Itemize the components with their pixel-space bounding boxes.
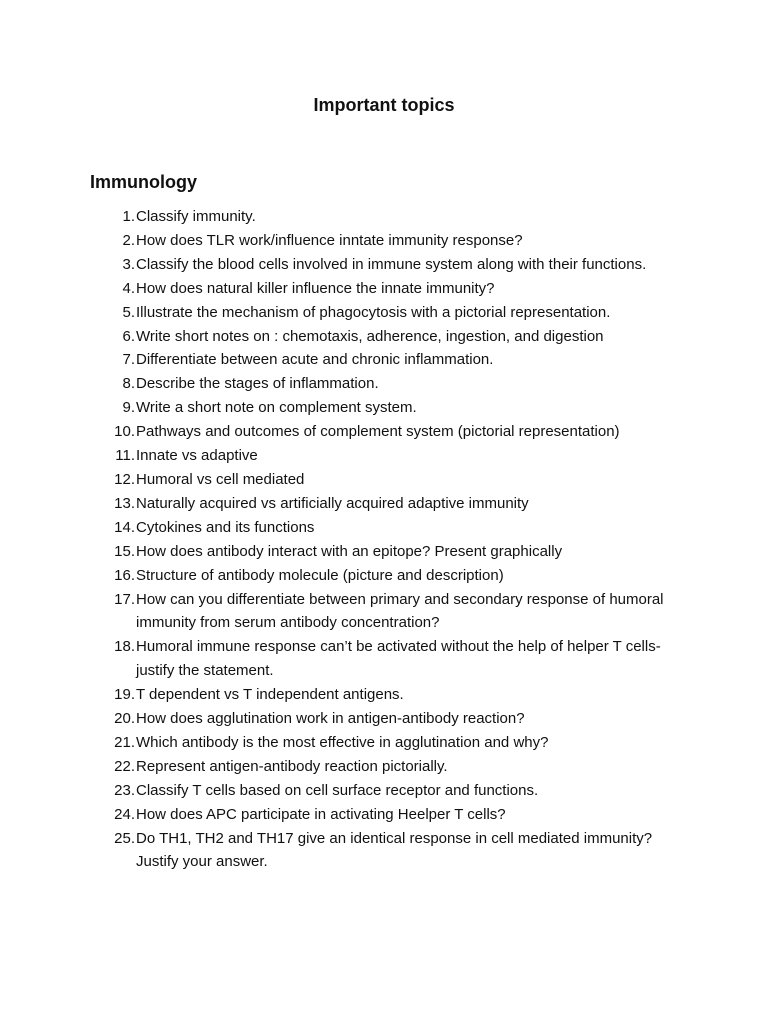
list-item-text: Innate vs adaptive (136, 447, 258, 465)
list-item-number: 2. (122, 231, 135, 249)
list-item-text: Which antibody is the most effective in agglutination and why? (136, 733, 549, 751)
list-item-text: Classify T cells based on cell surface receptor and functions. (136, 781, 539, 799)
list-item (0, 468, 768, 492)
list-item-number: 22. (114, 757, 135, 775)
list-item-text: Pathways and outcomes of complement system (pictorial representation) (136, 423, 620, 441)
list-item (0, 588, 768, 636)
list-item-text: Illustrate the mechanism of phagocytosis with a pictorial representation. (136, 303, 611, 321)
list-item-text: How does APC participate in activating Heelper T cells? (136, 805, 506, 823)
list-item (0, 444, 768, 468)
list-item-text: Do TH1, TH2 and TH17 give an identical response in cell mediated immunity? Justify your answer. (136, 829, 653, 871)
list-item-number: 6. (122, 327, 135, 345)
list-item-text: Classify the blood cells involved in immune system along with their functions. (136, 255, 647, 273)
list-item-number: 12. (114, 470, 135, 488)
list-item (0, 683, 768, 707)
list-item-number: 10. (114, 423, 135, 441)
list-item (0, 229, 768, 253)
list-item (0, 803, 768, 827)
list-item-text: How does TLR work/influence inntate immunity response? (136, 231, 523, 249)
document-title: Important topics (313, 95, 455, 115)
list-item-text: How can you differentiate between primary and secondary response of humoral immunity from serum antibody concentration? (136, 590, 664, 632)
list-item-number: 18. (114, 638, 135, 656)
list-item-number: 17. (114, 590, 135, 608)
list-item-text: T dependent vs T independent antigens. (136, 686, 404, 704)
list-item (0, 564, 768, 588)
list-item-number: 13. (114, 494, 135, 512)
list-item-number: 9. (122, 399, 135, 417)
list-item-number: 19. (114, 686, 135, 704)
list-item (0, 540, 768, 564)
list-item (0, 755, 768, 779)
list-item (0, 253, 768, 277)
list-item-number: 20. (114, 710, 135, 728)
list-item-text: Classify immunity. (136, 208, 256, 225)
list-item-number: 16. (114, 566, 135, 584)
list-item-text: Describe the stages of inflammation. (136, 375, 379, 393)
list-item-text: Humoral vs cell mediated (136, 470, 305, 488)
list-item (0, 635, 768, 683)
list-item (0, 420, 768, 444)
list-item-text: Cytokines and its functions (136, 518, 315, 536)
list-item-number: 14. (114, 518, 135, 536)
list-item-text: Naturally acquired vs artificially acquired adaptive immunity (136, 494, 529, 512)
list-item (0, 731, 768, 755)
list-item-number: 24. (114, 805, 135, 823)
list-item-text: How does agglutination work in antigen-antibody reaction? (136, 710, 525, 728)
list-item-number: 4. (122, 279, 135, 297)
list-item-text: How does antibody interact with an epitope? Present graphically (136, 542, 563, 560)
list-item (0, 325, 768, 349)
list-item-number: 25. (114, 829, 135, 847)
list-item-number: 8. (122, 375, 135, 393)
list-item (0, 372, 768, 396)
list-item-text: Humoral immune response can’t be activated without the help of helper T cells- justify the statement. (136, 638, 661, 680)
list-item (0, 492, 768, 516)
list-item (0, 205, 768, 229)
list-item-text: How does natural killer influence the innate immunity? (136, 279, 495, 297)
list-item-number: 11. (115, 447, 135, 465)
list-item-text: Write a short note on complement system. (136, 399, 417, 417)
list-item-number: 15. (114, 542, 135, 560)
list-item-text: Represent antigen-antibody reaction pictorially. (136, 757, 448, 775)
list-item (0, 277, 768, 301)
list-item (0, 516, 768, 540)
list-item-text: Differentiate between acute and chronic inflammation. (136, 351, 494, 369)
list-item-number: 23. (114, 781, 135, 799)
list-item (0, 707, 768, 731)
list-item (0, 301, 768, 325)
list-item-number: 21. (114, 733, 135, 751)
list-item-text: Write short notes on : chemotaxis, adherence, ingestion, and digestion (136, 327, 604, 345)
list-item-number: 1. (122, 208, 135, 225)
list-item (0, 348, 768, 372)
list-item-number: 3. (122, 255, 135, 273)
list-item-number: 7. (122, 351, 135, 369)
list-item-text: Structure of antibody molecule (picture and description) (136, 566, 504, 584)
list-item (0, 779, 768, 803)
section-heading: Immunology (90, 172, 197, 192)
list-item (0, 827, 768, 875)
topic-list (0, 205, 768, 874)
list-item (0, 396, 768, 420)
list-item-number: 5. (122, 303, 135, 321)
